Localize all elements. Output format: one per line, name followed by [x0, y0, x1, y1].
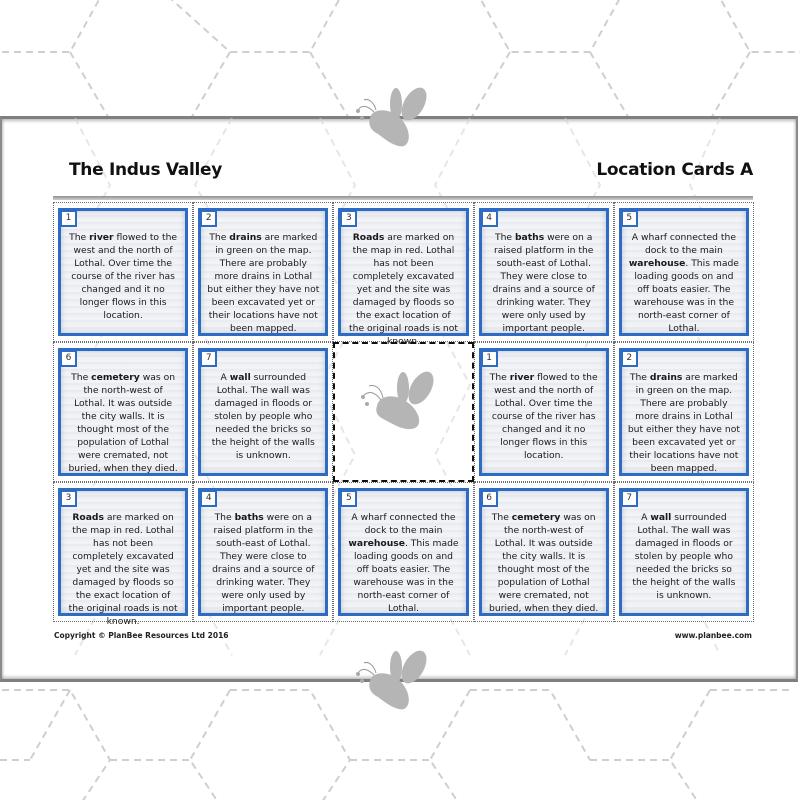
card-cell: [333, 202, 473, 347]
location-card-baths: [198, 488, 328, 616]
card-cell: [474, 342, 614, 482]
card-keyword: drains: [229, 232, 262, 243]
card-text: Roads are marked on the map in red. Lothal has not been completely excavated yet and the site was damaged by floods so the exact location of the original roads is not known.: [68, 512, 178, 627]
card-keyword: Roads: [72, 512, 104, 523]
website-link[interactable]: www.planbee.com: [674, 631, 752, 640]
card-text: The baths were on a raised platform in the south-east of Lothal. They were close to drains and a source of drinking water. They were only used by important people.: [492, 232, 595, 334]
card-cell: [53, 482, 193, 627]
card-keyword: baths: [234, 512, 264, 523]
card-keyword: warehouse: [628, 258, 686, 269]
bee-icon: [357, 366, 447, 446]
location-card-drains: [198, 208, 328, 336]
card-keyword: Roads: [352, 232, 385, 243]
card-cell: [474, 482, 614, 622]
location-card-warehouse: [338, 488, 468, 616]
card-number: 4: [481, 210, 498, 227]
card-text: The baths were on a raised platform in the south-east of Lothal. They were close to drains and a source of drinking water. They were only used by important people.: [212, 512, 315, 614]
card-text: The cemetery was on the north-west of Lothal. It was outside the city walls. It is thought most of the population of Lothal were cremated, not buried, when they died.: [489, 512, 599, 614]
location-card-wall: [619, 488, 749, 616]
card-cell: [53, 202, 193, 342]
copyright-text: Copyright © PlanBee Resources Ltd 2016: [54, 631, 229, 640]
location-card-cemetery: [479, 488, 609, 616]
card-cell: [614, 482, 754, 622]
card-keyword: warehouse: [348, 538, 405, 549]
location-card-cemetery: [58, 348, 188, 476]
card-text: The drains are marked in green on the map. There are probably more drains in Lothal but either they have not been excavated yet or their locations have not been mapped.: [207, 232, 320, 334]
location-card-wall: [198, 348, 328, 476]
card-text: Roads are marked on the map in red. Lothal has not been completely excavated yet and the site was damaged by floods so the exact location of the original roads is not known.: [349, 232, 458, 347]
card-cell: [193, 342, 333, 482]
bee-icon: [350, 82, 440, 162]
card-text: A wharf connected the dock to the main warehouse. This made loading goods on and off boats easier. The warehouse was in the north-east corner of Lothal.: [348, 512, 459, 614]
header-divider: [53, 196, 753, 200]
location-card-grid: [53, 202, 754, 627]
card-number: 1: [481, 350, 498, 367]
card-keyword: wall: [229, 372, 251, 383]
card-text: The cemetery was on the north-west of Lothal. It was outside the city walls. It is thought most of the population of Lothal were cremated, not buried, when they died.: [68, 372, 178, 474]
card-number: 2: [621, 350, 638, 367]
blank-cell: [333, 342, 473, 482]
card-cell: [333, 482, 473, 622]
card-number: 3: [340, 210, 357, 227]
bee-icon: [350, 645, 440, 725]
location-card-warehouse: [619, 208, 749, 336]
card-text: A wall surrounded Lothal. The wall was damaged in floods or stolen by people who needed the bricks so the height of the walls is unknown.: [211, 372, 315, 461]
card-cell: [193, 482, 333, 622]
card-keyword: wall: [650, 512, 672, 523]
card-number: 4: [200, 490, 217, 507]
card-keyword: river: [89, 232, 114, 243]
page-subtitle: Location Cards A: [596, 160, 753, 180]
card-cell: [474, 202, 614, 342]
card-keyword: river: [509, 372, 535, 383]
card-number: 5: [340, 490, 357, 507]
card-cell: [614, 202, 754, 342]
card-number: 3: [60, 490, 77, 507]
card-keyword: drains: [649, 372, 683, 383]
page-title: The Indus Valley: [69, 160, 223, 180]
card-text: A wharf connected the dock to the main warehouse. This made loading goods on and off boats easier. The warehouse was in the north-east corner of Lothal.: [628, 232, 739, 334]
location-card-river: [479, 348, 609, 476]
card-number: 2: [200, 210, 217, 227]
location-card-river: [58, 208, 188, 336]
card-keyword: cemetery: [511, 512, 561, 523]
card-keyword: baths: [514, 232, 545, 243]
card-text: A wall surrounded Lothal. The wall was damaged in floods or stolen by people who needed the bricks so the height of the walls is unknown.: [632, 512, 736, 601]
card-number: 1: [60, 210, 77, 227]
location-card-roads: [338, 208, 468, 347]
card-cell: [193, 202, 333, 342]
card-number: 7: [621, 490, 638, 507]
card-text: The river flowed to the west and the north of Lothal. Over time the course of the river has changed and it no longer flows in this location.: [69, 232, 178, 321]
card-cell: [614, 342, 754, 482]
card-cell: [53, 342, 193, 482]
location-card-baths: [479, 208, 609, 336]
card-text: The drains are marked in green on the map. There are probably more drains in Lothal but either they have not been excavated yet or their locations have not been mapped.: [627, 372, 740, 474]
card-number: 7: [200, 350, 217, 367]
location-card-drains: [619, 348, 749, 476]
card-number: 5: [621, 210, 638, 227]
card-text: The river flowed to the west and the north of Lothal. Over time the course of the river has changed and it no longer flows in this location.: [489, 372, 598, 461]
card-number: 6: [60, 350, 77, 367]
location-card-roads: [58, 488, 188, 627]
card-number: 6: [481, 490, 498, 507]
card-keyword: cemetery: [91, 372, 140, 383]
